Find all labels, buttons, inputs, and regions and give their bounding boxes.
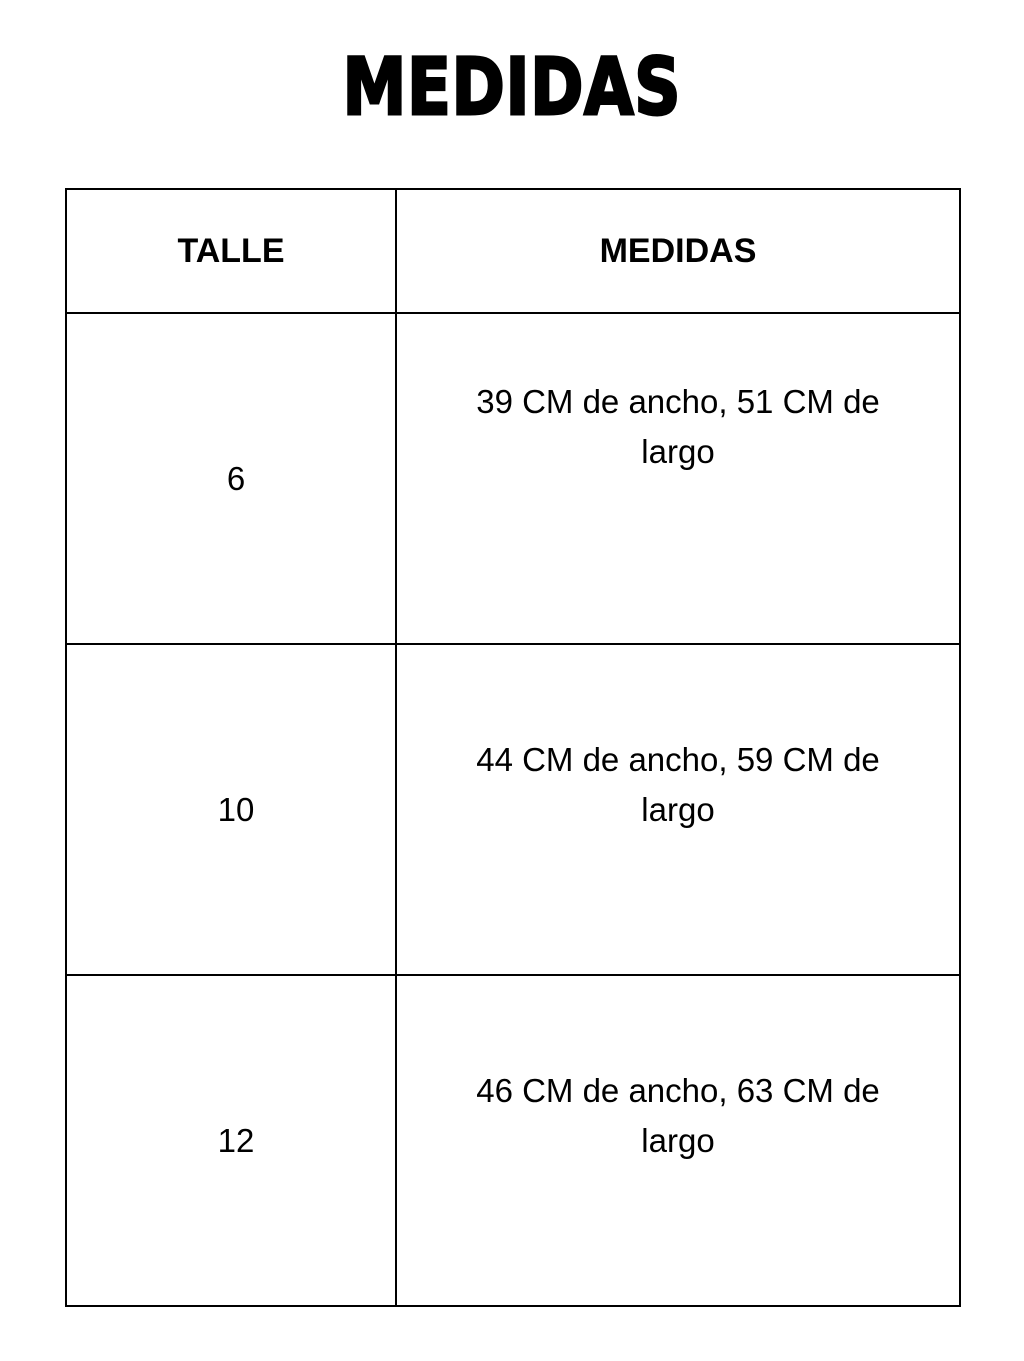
measurements-cell (396, 644, 960, 975)
table-row (66, 313, 960, 644)
column-header-size: TALLE (66, 189, 396, 313)
size-cell: 6 (66, 313, 396, 644)
page-title: MEDIDAS (342, 43, 682, 133)
size-cell: 12 (66, 975, 396, 1306)
table-header-row (66, 189, 960, 313)
measurements-cell (396, 975, 960, 1306)
table-row (66, 644, 960, 975)
measurements-text: 44 CM de ancho, 59 CM de largo (476, 740, 880, 828)
table-row (66, 975, 960, 1306)
size-cell: 10 (66, 644, 396, 975)
column-header-measurements: MEDIDAS (396, 189, 960, 313)
measurements-text: 39 CM de ancho, 51 CM de largo (476, 382, 880, 470)
measurements-cell (396, 313, 960, 644)
measurements-text: 46 CM de ancho, 63 CM de largo (476, 1071, 880, 1159)
size-chart-table (65, 188, 961, 1307)
